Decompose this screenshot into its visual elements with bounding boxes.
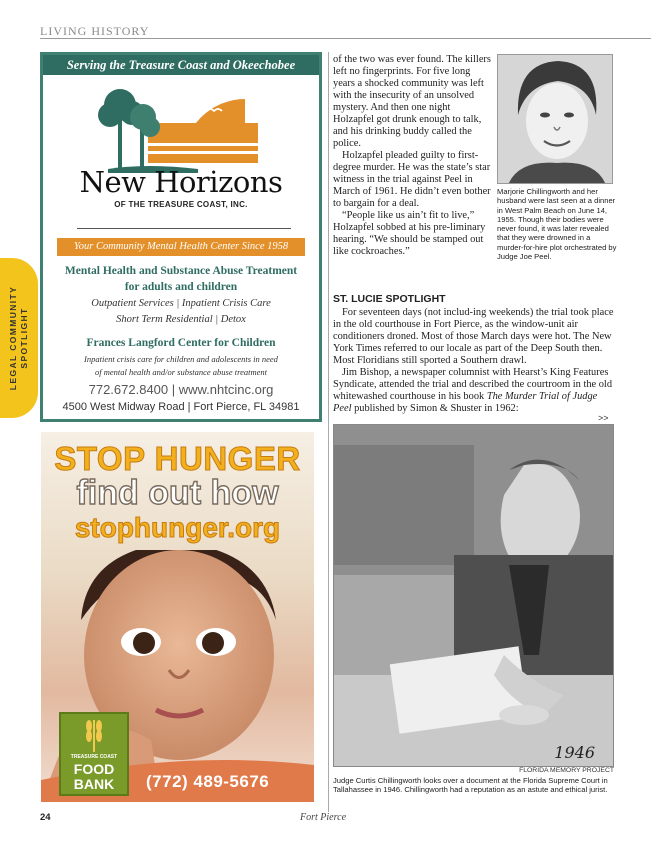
side-tab bbox=[0, 258, 38, 418]
article-paragraph: “People like us ain’t fit to live,” Holzapfel sobbed at his pre-liminary hearing. “We should be stamped out like cockroaches.” bbox=[333, 210, 486, 257]
subhead: ST. LUCIE SPOTLIGHT bbox=[333, 293, 446, 305]
logo-stripe bbox=[148, 151, 268, 154]
nh-line: Inpatient crisis care for children and adolescents in need bbox=[84, 354, 278, 364]
child-pupil bbox=[202, 632, 224, 654]
stop-hunger-ad[interactable] bbox=[41, 432, 314, 802]
logo-bank-text: BANK bbox=[73, 776, 115, 792]
nh-rule bbox=[77, 228, 291, 229]
child-pupil bbox=[133, 632, 155, 654]
nh-subtitle: OF THE TREASURE COAST, INC. bbox=[114, 200, 248, 209]
page-number: 24 bbox=[40, 812, 51, 823]
article-paragraph: of the two was ever found. The killers left no fingerprints. For five long years a shocked community was left with the insecurity of an unsolved mystery. And then one night Holzapfel got drunk enough to talk, and his drinking buddy called the police. bbox=[333, 54, 491, 149]
sh-phone[interactable]: (772) 489-5676 bbox=[146, 772, 270, 791]
portrait-photo bbox=[497, 54, 613, 184]
nh-banner: Serving the Treasure Coast and Okeechobee bbox=[43, 55, 319, 75]
nh-line: Mental Health and Substance Abuse Treatment bbox=[64, 265, 298, 277]
nh-tagline: Your Community Mental Health Center Since 1958 bbox=[57, 238, 305, 256]
nh-address: 4500 West Midway Road | Fort Pierce, FL 34981 bbox=[62, 401, 300, 413]
nh-line: Outpatient Services | Inpatient Crisis Care bbox=[91, 298, 271, 309]
article-top bbox=[333, 54, 491, 258]
nh-phone-web[interactable]: 772.672.8400 | www.nhtcinc.org bbox=[88, 382, 274, 397]
nh-line: Frances Langford Center for Children bbox=[86, 337, 276, 349]
photo-credit: FLORIDA MEMORY PROJECT bbox=[519, 767, 614, 774]
wheat-icon bbox=[61, 714, 127, 754]
judge-photo bbox=[333, 424, 614, 767]
article-text: published by Simon & Shuster in 1962: bbox=[351, 403, 519, 414]
sh-subline: find out how bbox=[76, 474, 279, 512]
logo-food-text: FOOD bbox=[73, 761, 115, 777]
portrait-caption: Marjorie Chillingworth and her husband were last seen at a dinner in West Palm Beach on June 14, 1955. Though their bodies were never found, it was later revealed that they were drowned in a murder-for-hire plot orchestrated by Judge Joe Peel. bbox=[497, 187, 617, 262]
continued-marker: >> bbox=[598, 413, 609, 423]
nh-line: of mental health and/or substance abuse treatment bbox=[94, 367, 268, 377]
logo-stripe bbox=[148, 143, 268, 146]
article-paragraph: For seventeen days (not includ-ing weekends) the trial took place in the old courthouse in Fort Pierce, as the window-unit air conditioners droned. Most of those March days were hot. The New York Times referred to our locale as part of the Deep South then. Most Floridians still sported a Southern drawl. bbox=[333, 307, 614, 366]
sh-headline: STOP HUNGER bbox=[54, 440, 301, 477]
article-paragraph: Holzapfel pleaded guilty to first-degree murder. He was the state’s star witness in the trial against Peel in March of 1961. He didn’t even bother to bargain for a deal. bbox=[333, 150, 491, 209]
article-text: Jim Bishop, a newspaper columnist with Hearst’s King Features Syndicate, attended the trial and described the courtroom in the old whitewashed courthouse in his book bbox=[333, 367, 613, 402]
logo-tree-crown bbox=[98, 103, 122, 127]
new-horizons-ad[interactable] bbox=[40, 52, 322, 422]
logo-small-text: TREASURE COAST bbox=[70, 754, 118, 760]
column-rule bbox=[328, 52, 329, 812]
food-bank-logo bbox=[59, 712, 129, 796]
article-paragraph-book bbox=[333, 367, 615, 415]
nh-name: New Horizons bbox=[79, 165, 283, 199]
article-middle bbox=[333, 293, 615, 415]
header-rule bbox=[40, 38, 651, 39]
nh-line: Short Term Residential | Detox bbox=[116, 314, 246, 325]
side-tab-line1: LEGAL COMMUNITY bbox=[8, 285, 18, 391]
judge-caption: Judge Curtis Chillingworth looks over a document at the Florida Supreme Court in Tallahassee in 1946. Chillingworth had a reputation as an astute and ethical jurist. bbox=[333, 776, 608, 795]
book-title: The Murder Trial of Judge Peel bbox=[333, 391, 598, 414]
magazine-name: Fort Pierce bbox=[300, 812, 347, 823]
side-tab-line2: SPOTLIGHT bbox=[19, 307, 29, 369]
section-header: LIVING HISTORY bbox=[40, 24, 150, 38]
side-tab-text bbox=[8, 286, 30, 390]
logo-tree-crown bbox=[140, 117, 160, 137]
sh-url[interactable]: stophunger.org bbox=[74, 512, 281, 543]
photo-year: 1946 bbox=[554, 743, 595, 762]
nh-line: for adults and children bbox=[124, 281, 238, 293]
